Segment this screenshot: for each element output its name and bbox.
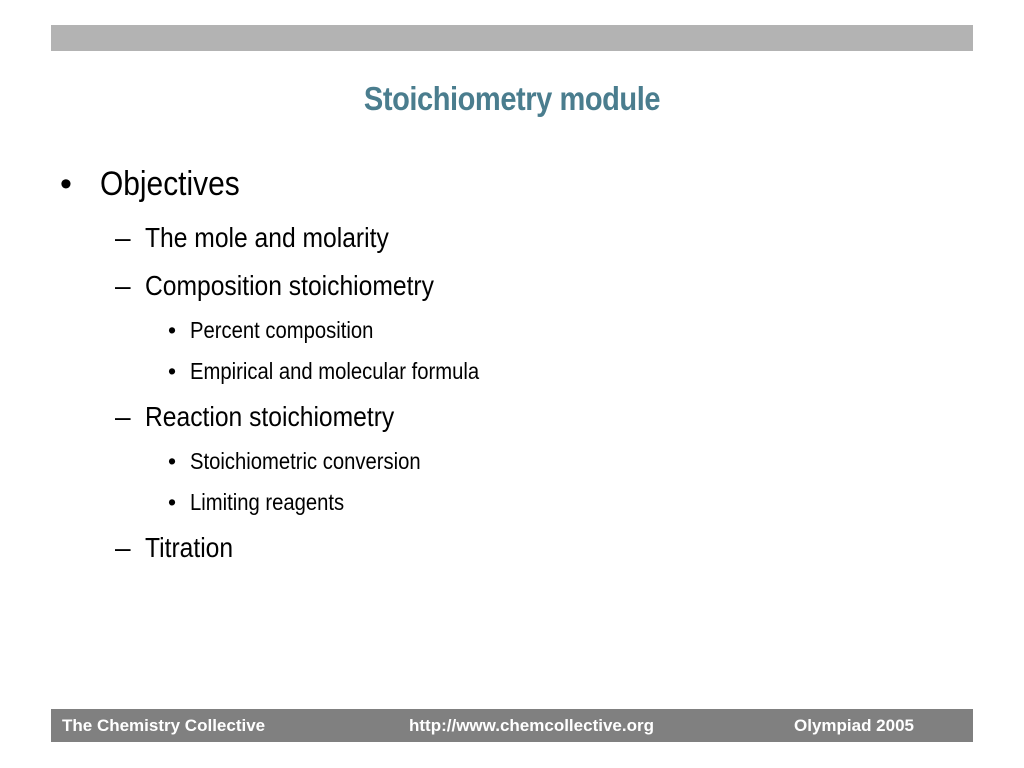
bullet-marker: • bbox=[168, 489, 177, 515]
outline-item-mole-molarity: The mole and molarity bbox=[145, 222, 389, 253]
outline-item-objectives: Objectives bbox=[100, 165, 240, 203]
bullet-marker: • bbox=[60, 165, 72, 203]
footer-organization: The Chemistry Collective bbox=[62, 716, 266, 735]
outline-item-composition: Composition stoichiometry bbox=[145, 270, 434, 301]
dash-marker: – bbox=[115, 270, 131, 301]
bullet-marker: • bbox=[168, 358, 177, 384]
bullet-marker: • bbox=[168, 448, 177, 474]
outline-item-stoich-conversion: Stoichiometric conversion bbox=[190, 448, 421, 474]
bullet-marker: • bbox=[168, 317, 177, 343]
outline-item-empirical-formula: Empirical and molecular formula bbox=[190, 358, 480, 384]
outline-item-percent-composition: Percent composition bbox=[190, 317, 374, 343]
footer-event: Olympiad 2005 bbox=[794, 716, 915, 735]
slide-title: Stoichiometry module bbox=[363, 80, 661, 117]
outline-item-limiting-reagents: Limiting reagents bbox=[190, 489, 345, 515]
dash-marker: – bbox=[115, 222, 131, 253]
outline-item-titration: Titration bbox=[145, 532, 234, 563]
dash-marker: – bbox=[115, 401, 131, 432]
outline-item-reaction: Reaction stoichiometry bbox=[145, 401, 395, 432]
dash-marker: – bbox=[115, 532, 131, 563]
footer-bar bbox=[51, 709, 973, 742]
footer-url[interactable]: http://www.chemcollective.org bbox=[409, 716, 654, 735]
